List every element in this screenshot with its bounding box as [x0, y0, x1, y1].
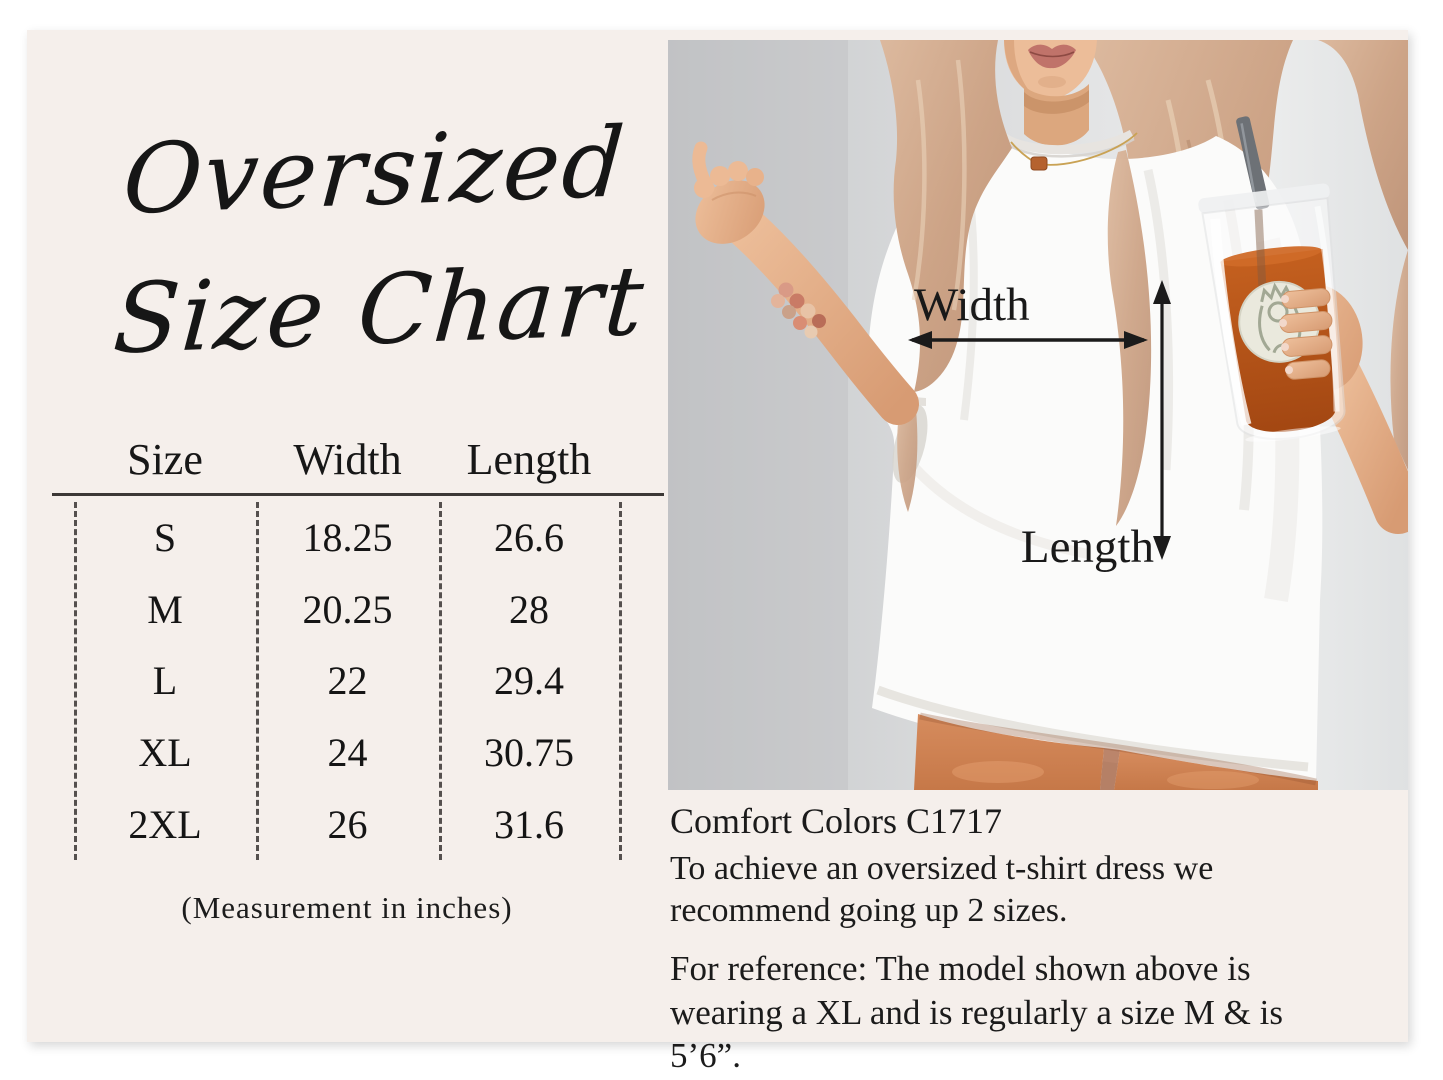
cell-width: 26: [327, 801, 368, 847]
product-details: [670, 800, 1390, 1078]
header-width: Width: [293, 434, 402, 484]
chart-title: [82, 92, 671, 390]
length-annotation-label: Length: [1020, 521, 1154, 573]
table-top-rule: [52, 493, 664, 496]
cell-width: 20.25: [302, 586, 393, 632]
cell-size: XL: [138, 730, 192, 776]
size-chart-card: [27, 30, 1408, 1076]
cell-length: 30.75: [484, 730, 574, 776]
cell-length: 29.4: [494, 658, 564, 704]
product-name: Comfort Colors C1717: [670, 801, 1003, 841]
cell-size: M: [147, 586, 183, 632]
measurement-units-caption: (Measurement in inches): [181, 890, 513, 925]
cell-size: 2XL: [128, 801, 202, 847]
chart-title-line1: Oversized: [119, 106, 630, 236]
table-row: [74, 657, 619, 704]
table-row: [74, 586, 619, 633]
cell-width: 18.25: [302, 515, 393, 561]
table-row: [74, 801, 619, 848]
table-row: [74, 514, 619, 561]
chart-title-line2: Size Chart: [110, 244, 649, 376]
model-reference-note: For reference: The model shown above is wearing a XL and is regularly a size M & is 5’6”.: [670, 949, 1283, 1076]
model-photo-illustration: [668, 40, 1408, 790]
cell-length: 31.6: [494, 801, 564, 847]
cell-width: 22: [327, 658, 368, 704]
cell-width: 24: [327, 730, 368, 776]
header-size: Size: [127, 434, 203, 484]
cell-length: 26.6: [494, 515, 564, 561]
table-grid-line: [619, 502, 622, 860]
header-length: Length: [466, 434, 592, 484]
table-row: [74, 729, 619, 776]
sizing-recommendation: To achieve an oversized t-shirt dress we recommend going up 2 sizes.: [670, 850, 1214, 929]
cell-size: S: [153, 515, 177, 561]
size-table: [74, 502, 619, 860]
width-annotation-label: Width: [914, 279, 1030, 331]
model-photo: [668, 40, 1408, 790]
table-header-row: [74, 428, 619, 490]
cell-length: 28: [509, 586, 549, 632]
cell-size: L: [152, 658, 178, 704]
